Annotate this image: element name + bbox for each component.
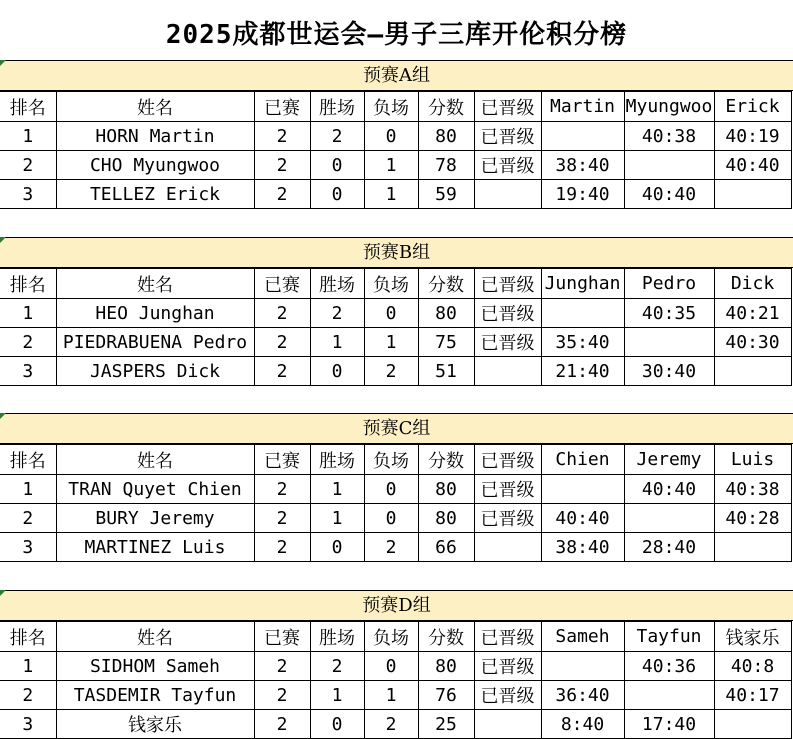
cell-status: 已晋级 [474, 328, 541, 357]
cell-lost: 1 [364, 151, 418, 180]
column-header: 姓名 [56, 92, 254, 122]
column-header: 负场 [364, 92, 418, 122]
column-header: 分数 [418, 622, 474, 652]
table-row [0, 299, 791, 328]
cell-r1: 19:40 [541, 180, 624, 209]
cell-played: 2 [254, 357, 310, 386]
cell-points: 80 [418, 652, 474, 681]
cell-won: 0 [310, 180, 364, 209]
column-header: 排名 [0, 92, 56, 122]
cell-r1: 38:40 [541, 151, 624, 180]
cell-played: 2 [254, 710, 310, 739]
cell-name: TELLEZ Erick [56, 180, 254, 209]
cell-rank: 1 [0, 122, 56, 151]
cell-won: 1 [310, 504, 364, 533]
cell-points: 80 [418, 122, 474, 151]
table-row [0, 710, 791, 739]
cell-rank: 1 [0, 475, 56, 504]
opponent-header: Myungwoo [624, 92, 714, 122]
column-header: 排名 [0, 445, 56, 475]
cell-points: 59 [418, 180, 474, 209]
opponent-header: Sameh [541, 622, 624, 652]
cell-r3 [714, 710, 791, 739]
cell-points: 80 [418, 475, 474, 504]
cell-name: BURY Jeremy [56, 504, 254, 533]
cell-lost: 0 [364, 122, 418, 151]
column-header: 分数 [418, 445, 474, 475]
cell-status: 已晋级 [474, 122, 541, 151]
cell-rank: 3 [0, 180, 56, 209]
column-header: 姓名 [56, 269, 254, 299]
cell-won: 2 [310, 299, 364, 328]
standings-table [0, 444, 792, 562]
cell-name: HEO Junghan [56, 299, 254, 328]
cell-won: 2 [310, 652, 364, 681]
column-header: 已赛 [254, 445, 310, 475]
cell-r3: 40:19 [714, 122, 791, 151]
cell-r1 [541, 652, 624, 681]
cell-r3: 40:8 [714, 652, 791, 681]
cell-lost: 1 [364, 681, 418, 710]
cell-lost: 2 [364, 710, 418, 739]
cell-lost: 1 [364, 328, 418, 357]
cell-r1: 40:40 [541, 504, 624, 533]
cell-name: MARTINEZ Luis [56, 533, 254, 562]
cell-lost: 0 [364, 652, 418, 681]
cell-points: 78 [418, 151, 474, 180]
column-header: 姓名 [56, 622, 254, 652]
cell-r2: 40:40 [624, 180, 714, 209]
standings-table [0, 91, 792, 209]
cell-r2: 30:40 [624, 357, 714, 386]
table-row [0, 504, 791, 533]
cell-played: 2 [254, 533, 310, 562]
column-header: 已赛 [254, 622, 310, 652]
table-row [0, 652, 791, 681]
cell-r1 [541, 299, 624, 328]
cell-name: HORN Martin [56, 122, 254, 151]
cell-r1 [541, 475, 624, 504]
cell-r3 [714, 180, 791, 209]
cell-r2 [624, 504, 714, 533]
group-title: 预赛D组 [0, 590, 793, 621]
cell-played: 2 [254, 652, 310, 681]
cell-r3: 40:38 [714, 475, 791, 504]
cell-r3: 40:30 [714, 328, 791, 357]
cell-rank: 2 [0, 681, 56, 710]
standings-table [0, 621, 792, 739]
cell-r2: 40:38 [624, 122, 714, 151]
opponent-header: 钱家乐 [714, 622, 791, 652]
table-row [0, 357, 791, 386]
table-row [0, 328, 791, 357]
cell-rank: 2 [0, 504, 56, 533]
group-title: 预赛C组 [0, 413, 793, 444]
cell-status [474, 533, 541, 562]
table-row [0, 681, 791, 710]
group-b [0, 237, 793, 386]
column-header: 负场 [364, 445, 418, 475]
cell-r2: 28:40 [624, 533, 714, 562]
cell-won: 2 [310, 122, 364, 151]
cell-played: 2 [254, 151, 310, 180]
cell-rank: 3 [0, 357, 56, 386]
cell-lost: 1 [364, 180, 418, 209]
cell-r1: 36:40 [541, 681, 624, 710]
table-row [0, 180, 791, 209]
cell-points: 80 [418, 299, 474, 328]
cell-r2: 17:40 [624, 710, 714, 739]
cell-played: 2 [254, 475, 310, 504]
column-header: 胜场 [310, 622, 364, 652]
cell-name: SIDHOM Sameh [56, 652, 254, 681]
cell-rank: 3 [0, 710, 56, 739]
cell-r1: 8:40 [541, 710, 624, 739]
cell-name: CHO Myungwoo [56, 151, 254, 180]
cell-status [474, 710, 541, 739]
group-a [0, 60, 793, 209]
column-header: 胜场 [310, 92, 364, 122]
header-row [0, 445, 791, 475]
cell-won: 0 [310, 151, 364, 180]
cell-rank: 1 [0, 299, 56, 328]
cell-r3: 40:21 [714, 299, 791, 328]
cell-r1 [541, 122, 624, 151]
opponent-header: Jeremy [624, 445, 714, 475]
group-c [0, 413, 793, 562]
opponent-header: Dick [714, 269, 791, 299]
cell-r3: 40:28 [714, 504, 791, 533]
cell-points: 51 [418, 357, 474, 386]
group-title: 预赛B组 [0, 237, 793, 268]
cell-points: 76 [418, 681, 474, 710]
column-header: 胜场 [310, 269, 364, 299]
cell-name: JASPERS Dick [56, 357, 254, 386]
opponent-header: Luis [714, 445, 791, 475]
cell-r3 [714, 357, 791, 386]
cell-won: 0 [310, 357, 364, 386]
cell-name: PIEDRABUENA Pedro [56, 328, 254, 357]
column-header: 已赛 [254, 269, 310, 299]
cell-played: 2 [254, 122, 310, 151]
cell-status: 已晋级 [474, 652, 541, 681]
opponent-header: Erick [714, 92, 791, 122]
table-row [0, 122, 791, 151]
cell-played: 2 [254, 299, 310, 328]
cell-played: 2 [254, 504, 310, 533]
cell-r3: 40:17 [714, 681, 791, 710]
cell-r3 [714, 533, 791, 562]
cell-r1: 38:40 [541, 533, 624, 562]
table-row [0, 533, 791, 562]
column-header: 已晋级 [474, 445, 541, 475]
cell-won: 0 [310, 533, 364, 562]
table-row [0, 475, 791, 504]
group-title: 预赛A组 [0, 60, 793, 91]
header-row [0, 269, 791, 299]
cell-won: 0 [310, 710, 364, 739]
cell-status [474, 357, 541, 386]
cell-name: TRAN Quyet Chien [56, 475, 254, 504]
column-header: 胜场 [310, 445, 364, 475]
table-row [0, 151, 791, 180]
group-d [0, 590, 793, 739]
header-row [0, 92, 791, 122]
cell-status: 已晋级 [474, 151, 541, 180]
column-header: 已晋级 [474, 269, 541, 299]
cell-r2 [624, 681, 714, 710]
cell-played: 2 [254, 180, 310, 209]
cell-won: 1 [310, 681, 364, 710]
cell-r2: 40:35 [624, 299, 714, 328]
column-header: 已晋级 [474, 622, 541, 652]
column-header: 负场 [364, 269, 418, 299]
opponent-header: Chien [541, 445, 624, 475]
cell-won: 1 [310, 475, 364, 504]
cell-r2: 40:40 [624, 475, 714, 504]
cell-lost: 0 [364, 504, 418, 533]
opponent-header: Pedro [624, 269, 714, 299]
cell-r3: 40:40 [714, 151, 791, 180]
cell-played: 2 [254, 681, 310, 710]
cell-lost: 2 [364, 357, 418, 386]
cell-played: 2 [254, 328, 310, 357]
column-header: 姓名 [56, 445, 254, 475]
opponent-header: Tayfun [624, 622, 714, 652]
cell-status [474, 180, 541, 209]
opponent-header: Martin [541, 92, 624, 122]
cell-lost: 0 [364, 475, 418, 504]
cell-status: 已晋级 [474, 681, 541, 710]
cell-name: TASDEMIR Tayfun [56, 681, 254, 710]
cell-r2 [624, 328, 714, 357]
cell-lost: 0 [364, 299, 418, 328]
cell-rank: 1 [0, 652, 56, 681]
cell-name: 钱家乐 [56, 710, 254, 739]
cell-r2: 40:36 [624, 652, 714, 681]
column-header: 分数 [418, 92, 474, 122]
cell-lost: 2 [364, 533, 418, 562]
column-header: 负场 [364, 622, 418, 652]
column-header: 排名 [0, 622, 56, 652]
cell-r1: 35:40 [541, 328, 624, 357]
cell-won: 1 [310, 328, 364, 357]
cell-status: 已晋级 [474, 475, 541, 504]
cell-rank: 2 [0, 328, 56, 357]
cell-r1: 21:40 [541, 357, 624, 386]
column-header: 分数 [418, 269, 474, 299]
cell-rank: 3 [0, 533, 56, 562]
cell-points: 80 [418, 504, 474, 533]
cell-points: 25 [418, 710, 474, 739]
page-title: 2025成都世运会—男子三库开伦积分榜 [165, 20, 628, 50]
cell-status: 已晋级 [474, 299, 541, 328]
opponent-header: Junghan [541, 269, 624, 299]
standings-table [0, 268, 792, 386]
cell-rank: 2 [0, 151, 56, 180]
cell-status: 已晋级 [474, 504, 541, 533]
column-header: 排名 [0, 269, 56, 299]
cell-points: 75 [418, 328, 474, 357]
header-row [0, 622, 791, 652]
cell-points: 66 [418, 533, 474, 562]
cell-r2 [624, 151, 714, 180]
column-header: 已赛 [254, 92, 310, 122]
column-header: 已晋级 [474, 92, 541, 122]
